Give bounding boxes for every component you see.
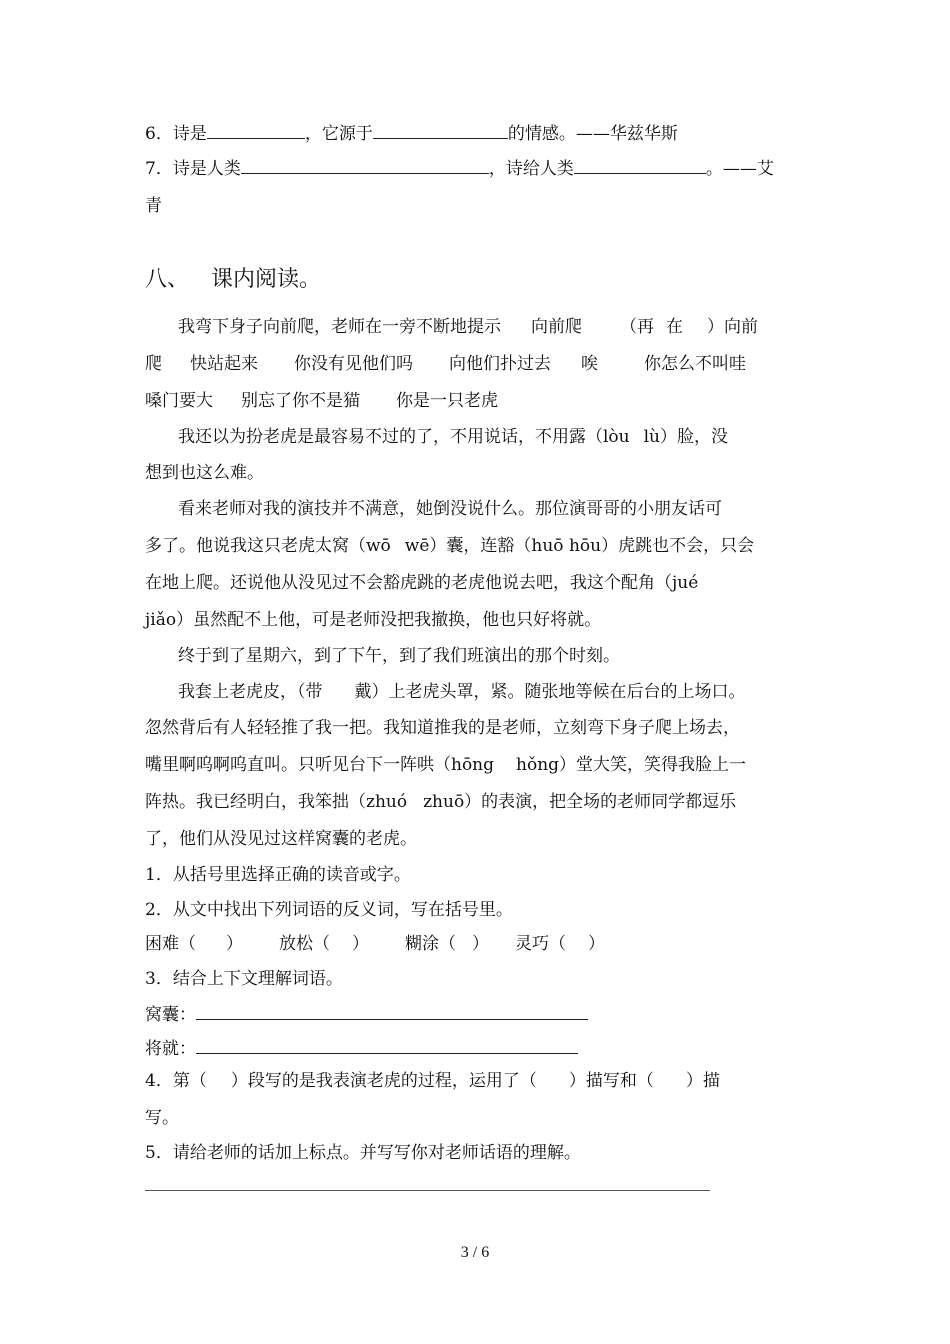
passage-p4: 终于到了星期六，到了下午，到了我们班演出的那个时刻。 [178, 646, 620, 666]
blank-6a[interactable] [207, 122, 305, 139]
text-run: 别忘了你不是猫 [241, 391, 360, 411]
passage-p5-line2: 忽然背后有人轻轻推了我一把。我知道推我的是老师，立刻弯下身子爬上场去， [145, 718, 740, 738]
text-run: 你没有见他们吗 [294, 354, 413, 374]
text-run: 爬 [145, 354, 162, 374]
word-2-row [145, 1037, 578, 1060]
antonym-label: 灵巧（ [515, 934, 566, 954]
passage-p1-line3 [145, 390, 498, 412]
text-run: ） [588, 934, 605, 954]
question-4 [145, 1070, 720, 1092]
text-run: 我还以为扮老虎是最容易不过的了，不用说话，不用露（lòu [178, 427, 630, 447]
section-heading [145, 262, 321, 293]
page-number: 3 / 6 [460, 1244, 490, 1261]
text-run: ）向前 [707, 317, 758, 337]
text-run: 你怎么不叫哇 [644, 354, 746, 374]
text-run: 向前爬 [531, 317, 582, 337]
passage-p2-line1 [178, 426, 728, 448]
quote-6 [145, 122, 678, 145]
text-run: ） [226, 934, 243, 954]
blank-7b[interactable] [574, 157, 706, 174]
text-run: 戴）上老虎头罩，紧。随张地等候在后台的上场口。 [354, 682, 746, 702]
text-run: 阵热。我已经明白，我笨拙（zhuó [145, 792, 408, 812]
text-run: 在 [666, 317, 683, 337]
blank-6b[interactable] [373, 122, 508, 139]
word-2-answer-line[interactable] [196, 1037, 578, 1054]
text-run: hǒng）堂大笑，笑得我脸上一 [516, 755, 747, 775]
word-1-row [145, 1003, 588, 1026]
quote-6-mid: ，它源于 [304, 124, 373, 144]
text-run: lù）脸，没 [643, 427, 729, 447]
text-run: 你是一只老虎 [396, 391, 498, 411]
passage-p3-line1: 看来老师对我的演技并不满意，她倒没说什么。那位演哥哥的小朋友话可 [178, 499, 722, 519]
passage-p5-line3 [145, 754, 746, 776]
text-run: （再 [620, 317, 654, 337]
passage-p1-line2 [145, 353, 746, 375]
passage-p5-line1 [178, 681, 746, 703]
text-run: ） [352, 934, 369, 954]
text-run: 快站起来 [190, 354, 258, 374]
passage-p3-line4: jiǎo）虽然配不上他，可是老师没把我撤换，他也只好将就。 [145, 610, 602, 630]
text-run: 向他们扑过去 [449, 354, 551, 374]
quote-6-pre: 6．诗是 [145, 124, 207, 144]
blank-7a[interactable] [241, 157, 489, 174]
text-run: 4．第（ [145, 1071, 207, 1091]
question-1: 1．从括号里选择正确的读音或字。 [145, 865, 411, 885]
quote-7 [145, 157, 774, 180]
quote-7-post: 。——艾 [705, 159, 774, 179]
text-run: ）描写和（ [568, 1071, 654, 1091]
text-run: 多了。他说我这只老虎太窝（wō [145, 536, 391, 556]
text-run: ）描 [685, 1071, 720, 1091]
question-2: 2．从文中找出下列词语的反义词，写在括号里。 [145, 900, 513, 920]
passage-p5-line4 [145, 791, 736, 813]
question-4-wrap: 写。 [145, 1108, 179, 1128]
quote-7-wrap: 青 [145, 196, 162, 216]
text-run: 嗓门要大 [145, 391, 213, 411]
quote-7-mid: ，诗给人类 [488, 159, 574, 179]
passage-p3-line2 [145, 535, 754, 557]
section-number: 八、 [145, 267, 190, 292]
antonym-row [145, 933, 605, 955]
text-run: ）段写的是我表演老虎的过程，运用了（ [230, 1071, 537, 1091]
antonym-label: 放松（ [279, 934, 330, 954]
passage-p1-line1 [178, 316, 758, 338]
answer-line-q5[interactable] [145, 1190, 710, 1191]
word-1-label: 窝囊： [145, 1005, 196, 1025]
quote-6-post: 的情感。——华兹华斯 [507, 124, 678, 144]
text-run: zhuō）的表演，把全场的老师同学都逗乐 [423, 792, 737, 812]
text-run: 我弯下身子向前爬，老师在一旁不断地提示 [178, 317, 501, 337]
passage-p3-line3: 在地上爬。还说他从没见过不会豁虎跳的老虎他说去吧，我这个配角（jué [145, 573, 699, 593]
text-run: ） [472, 934, 489, 954]
text-run: 我套上老虎皮，（带 [178, 682, 323, 702]
word-2-label: 将就： [145, 1039, 196, 1059]
word-1-answer-line[interactable] [196, 1003, 588, 1020]
passage-p2-line2: 想到也这么难。 [145, 463, 264, 483]
question-5: 5．请给老师的话加上标点。并写写你对老师话语的理解。 [145, 1143, 581, 1163]
passage-p5-line5: 了，他们从没见过这样窝囊的老虎。 [145, 829, 417, 849]
question-3: 3．结合上下文理解词语。 [145, 969, 343, 989]
text-run: wē）囊，连豁（huō hōu）虎跳也不会，只会 [404, 536, 755, 556]
section-title: 课内阅读。 [211, 267, 322, 292]
antonym-label: 糊涂（ [405, 934, 456, 954]
antonym-label: 困难（ [145, 934, 196, 954]
quote-7-pre: 7．诗是人类 [145, 159, 241, 179]
text-run: 唉 [581, 354, 598, 374]
text-run: 嘴里啊呜啊呜直叫。只听见台下一阵哄（hōng [145, 755, 495, 775]
